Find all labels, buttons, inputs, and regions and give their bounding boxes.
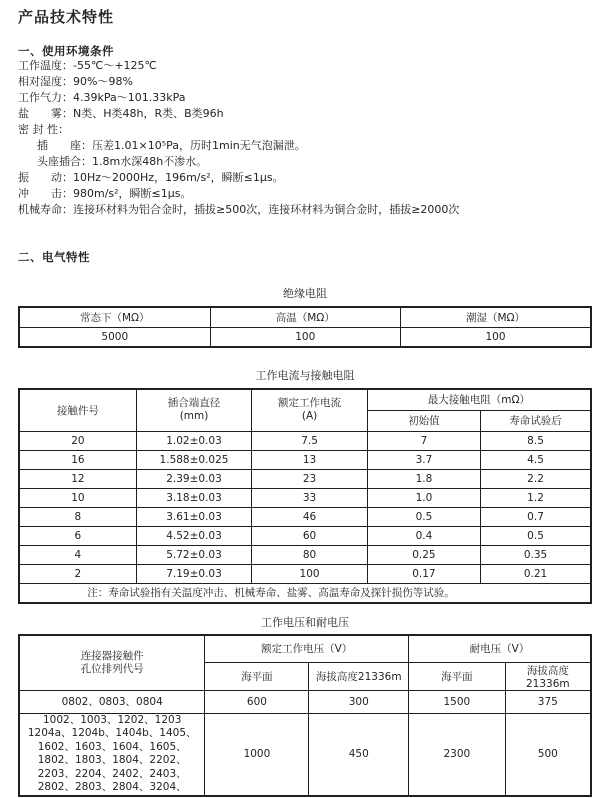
table-cell: 500 [505,713,591,796]
table-cell: 80 [252,545,368,564]
spec-line-working-pressure: 工作气力：4.39kPa～101.33kPa [18,91,186,104]
column-header-high-temp: 高温（MΩ） [210,307,400,327]
table-cell: 600 [205,690,309,713]
table-cell: 300 [309,690,409,713]
spec-line-mechanical-life: 机械寿命：连接环材料为铝合金时，插拔≥500次，连接环材料为铜合金时，插拔≥2000次 [18,203,460,216]
table-cell: 8 [19,507,136,526]
table-cell: 0.21 [481,564,591,583]
table-cell: 7.5 [252,431,368,450]
column-header-max-contact-resistance: 最大接触电阻（mΩ） [367,389,591,410]
table-cell: 0.17 [367,564,480,583]
table-row [19,327,591,347]
table-cell: 12 [19,469,136,488]
column-header-after-life-test: 寿命试验后 [481,410,591,431]
table-cell: 7 [367,431,480,450]
table-cell: 1.2 [481,488,591,507]
table-cell: 0.5 [367,507,480,526]
table-cell: 1.02±0.03 [136,431,252,450]
voltage-table-caption: 工作电压和耐电压 [261,616,349,629]
table-cell: 5.72±0.03 [136,545,252,564]
table-row [19,713,591,796]
table-cell: 60 [252,526,368,545]
table-cell-codes: 0802、0803、0804 [19,690,205,713]
table-cell: 0.5 [481,526,591,545]
table-cell: 46 [252,507,368,526]
table-cell: 450 [309,713,409,796]
section-heading-electrical: 二、电气特性 [18,250,90,264]
table-row [19,545,591,564]
table-cell: 3.18±0.03 [136,488,252,507]
table-row [19,450,591,469]
column-header-altitude: 海拔高度21336m [309,662,409,690]
table-cell: 23 [252,469,368,488]
column-header-humid: 潮湿（MΩ） [401,307,591,327]
table-header-row [19,389,591,410]
table-cell: 4 [19,545,136,564]
table-row [19,564,591,583]
table-cell: 1.588±0.025 [136,450,252,469]
spec-line-vibration: 振 动：10Hz～2000Hz，196m/s²，瞬断≤1μs。 [18,171,284,184]
column-header-rated-working-voltage: 额定工作电压（V） [205,635,409,662]
column-header-contact-no: 接触件号 [19,389,136,431]
table-cell: 375 [505,690,591,713]
environment-spec-list [18,58,592,218]
spec-line-sealing: 密 封 性： [18,123,69,136]
column-header-altitude: 海拔高度21336m [505,662,591,690]
column-header-sea-level: 海平面 [205,662,309,690]
table-cell: 33 [252,488,368,507]
table-header-row [19,635,591,662]
table-cell: 7.19±0.03 [136,564,252,583]
table-cell: 4.5 [481,450,591,469]
table-row [19,690,591,713]
table-cell: 16 [19,450,136,469]
table-cell: 3.61±0.03 [136,507,252,526]
table-cell: 2300 [409,713,506,796]
table-cell: 100 [401,327,591,347]
table-cell: 3.7 [367,450,480,469]
table-cell: 6 [19,526,136,545]
table-cell: 2 [19,564,136,583]
table-cell: 100 [210,327,400,347]
spec-line-shock: 冲 击：980m/s²，瞬断≤1μs。 [18,187,192,200]
section-heading-environment: 一、使用环境条件 [18,44,114,58]
table-cell: 1.8 [367,469,480,488]
spec-line-socket-seal: 插 座：压差1.01×10⁵Pa，历时1min无气泡漏泄。 [37,139,306,152]
column-header-withstand-voltage: 耐电压（V） [409,635,592,662]
table-row [19,431,591,450]
table-cell: 0.4 [367,526,480,545]
column-header-rated-current: 额定工作电流 (A) [252,389,368,431]
table-row [19,507,591,526]
table-cell: 8.5 [481,431,591,450]
current-table-caption: 工作电流与接触电阻 [255,369,355,382]
spec-line-relative-humidity: 相对湿度：90%～98% [18,75,133,88]
current-contact-resistance-table [18,388,592,604]
spec-line-salt-spray: 盐 雾：N类、H类48h，R类、B类96h [18,107,224,120]
table-row [19,469,591,488]
table-cell: 2.2 [481,469,591,488]
table-cell: 5000 [19,327,210,347]
column-header-normal: 常态下（MΩ） [19,307,210,327]
column-header-diameter: 插合端直径 (mm) [136,389,252,431]
table-cell: 100 [252,564,368,583]
table-cell: 0.35 [481,545,591,564]
column-header-sea-level: 海平面 [409,662,506,690]
working-withstand-voltage-table [18,634,592,797]
insulation-table-caption: 绝缘电阻 [283,287,327,300]
table-row [19,488,591,507]
page-title: 产品技术特性 [18,8,115,26]
table-row [19,526,591,545]
table-cell-codes: 1002、1003、1202、1203 1204a、1204b、1404b、1405、 1602、1603、1604、1605、 1802、1803、1804、2202、 2203、2204、2402、2403、 2802、2803、2804、3204、 [19,713,205,796]
spec-line-mated-seal: 头座插合：1.8m水深48h不渗水。 [37,155,208,168]
table-cell: 20 [19,431,136,450]
table-cell: 1.0 [367,488,480,507]
table-cell: 13 [252,450,368,469]
table-cell: 4.52±0.03 [136,526,252,545]
insulation-resistance-table [18,306,592,348]
table-cell: 1500 [409,690,506,713]
table-note-row [19,583,591,603]
spec-line-operating-temperature: 工作温度：-55℃～+125℃ [18,59,157,72]
table-cell: 10 [19,488,136,507]
table-cell: 0.7 [481,507,591,526]
table-cell: 0.25 [367,545,480,564]
table-header-row [19,307,591,327]
column-header-initial-value: 初始值 [367,410,480,431]
table-cell: 2.39±0.03 [136,469,252,488]
table-cell: 1000 [205,713,309,796]
column-header-contact-arrangement-code: 连接器接触件 孔位排列代号 [19,635,205,690]
table-note: 注：寿命试验指有关温度冲击、机械寿命、盐雾、高温寿命及探针损伤等试验。 [19,583,591,603]
